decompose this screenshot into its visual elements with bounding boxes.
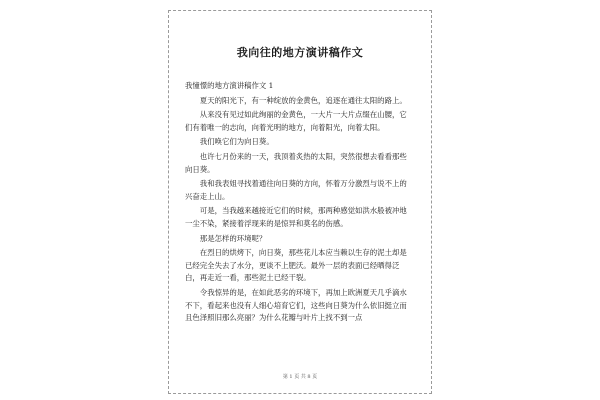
document-subtitle: 我憧憬的地方演讲稿作文 1 (185, 81, 274, 90)
document-title: 我向往的地方演讲稿作文 (236, 46, 364, 59)
paragraph: 可是，当我越来越接近它们的时候，那两种感觉如洪水般被冲地一尘不染，紧接着浮现来的是惊异和莫名的伤感。 (185, 206, 407, 228)
paragraph: 我们唤它们为向日葵。 (199, 137, 274, 147)
paragraph: 那是怎样的环境呢？ (199, 233, 267, 243)
paragraph: 从来没有见过如此绚丽的金黄色，一大片一大片点缀在山腰，它们有着唯一的志向，向着光明的地方，向着阳光，向着太阳。 (185, 110, 407, 132)
paragraph: 也许七月份来的一天，我顶着炙热的太阳，突然很想去看看那些向日葵。 (185, 151, 407, 174)
paragraph: 令我惊异的是，在如此恶劣的环境下，再加上欧洲夏天几乎滴水不下，看起来也没有人细心培育它们，这些向日葵为什么依旧挺立而且色泽照旧那么亮丽？为什么花瓣与叶片上找不到一点 (185, 287, 407, 323)
paragraph: 在烈日的烘烤下，向日葵，那些花儿本应当赖以生存的泥土却是已经完全失去了水分，更谈不上肥沃。最外一层的表面已经晒得泛白，再走近一看，那些泥土已经干裂。 (185, 248, 407, 283)
document-page (168, 10, 432, 394)
page-footer: 第 1 页 共 8 页 (282, 374, 318, 380)
document-body (185, 80, 411, 327)
paragraph: 夏天的阳光下，有一种绽放的金黄色，追逐在通往太阳的路上。 (199, 95, 407, 105)
paragraph: 我和我表姐寻找着通往向日葵的方向，怀着万分激烈与说不上的兴奋走上山。 (185, 179, 407, 201)
